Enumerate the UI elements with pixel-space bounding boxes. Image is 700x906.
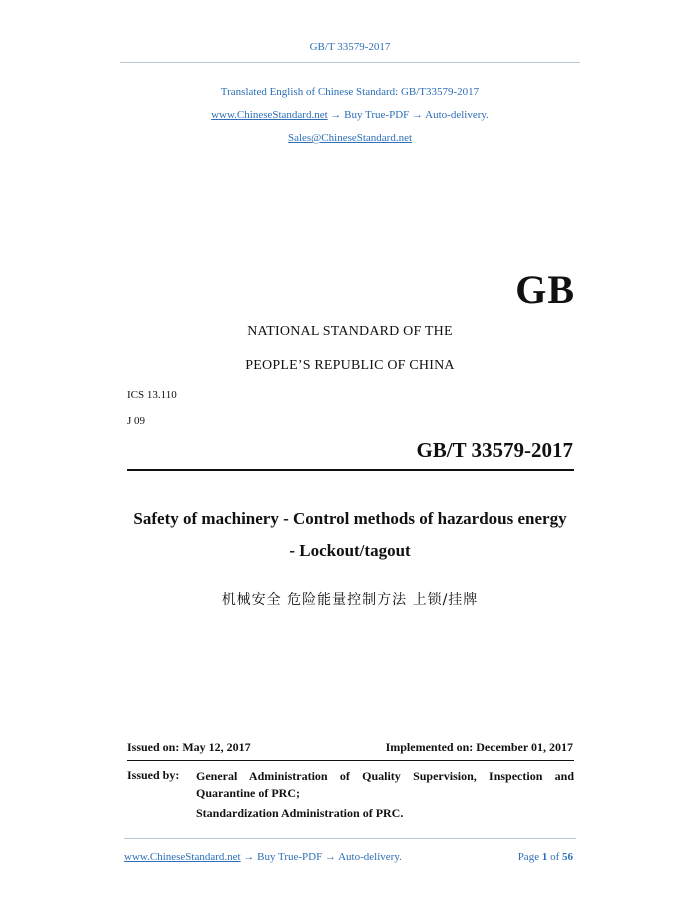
page-of: of bbox=[550, 851, 560, 863]
sales-email-link[interactable]: Sales@ChineseStandard.net bbox=[287, 132, 413, 144]
sales-email-line bbox=[0, 132, 700, 144]
translation-notice: Translated English of Chinese Standard: GB/T33579-2017 bbox=[220, 86, 480, 98]
footer-purchase-line bbox=[124, 851, 402, 863]
national-standard-line2: PEOPLE’S REPUBLIC OF CHINA bbox=[245, 358, 455, 373]
issued-by-label: Issued by: bbox=[127, 768, 180, 782]
footer-divider bbox=[124, 838, 576, 839]
ics-code: ICS 13.110 bbox=[127, 389, 177, 401]
classification-code: J 09 bbox=[127, 415, 146, 427]
page-number bbox=[518, 851, 573, 863]
page-current: 1 bbox=[541, 851, 548, 863]
document-title-chinese: 机械安全 危险能量控制方法 上锁/挂牌 bbox=[221, 592, 479, 608]
header-standard-code: GB/T 33579-2017 bbox=[309, 41, 391, 53]
site-link[interactable]: www.ChineseStandard.net bbox=[211, 109, 328, 121]
issuer-secondary: Standardization Administration of PRC. bbox=[196, 806, 404, 820]
page-total: 56 bbox=[562, 851, 573, 863]
issued-on-date: Issued on: May 12, 2017 bbox=[127, 740, 251, 754]
header-divider bbox=[120, 62, 580, 63]
implemented-on-date: Implemented on: December 01, 2017 bbox=[385, 740, 573, 754]
document-title-line1: Safety of machinery - Control methods of hazardous energy bbox=[133, 509, 567, 528]
standard-number: GB/T 33579-2017 bbox=[416, 438, 573, 462]
issuer-primary: General Administration of Quality Supervision, Inspection and Quarantine of PRC; bbox=[196, 769, 574, 800]
page-label: Page bbox=[517, 851, 540, 863]
issue-rule bbox=[127, 760, 574, 761]
gb-logo: GB bbox=[515, 267, 575, 312]
footer-buy-text: → Buy True-PDF → Auto-delivery. bbox=[243, 851, 402, 863]
footer-site-link[interactable]: www.ChineseStandard.net bbox=[124, 851, 241, 863]
purchase-line bbox=[0, 109, 700, 121]
standard-number-rule bbox=[127, 469, 574, 471]
national-standard-line1: NATIONAL STANDARD OF THE bbox=[247, 324, 453, 339]
document-title-line2: - Lockout/tagout bbox=[289, 541, 411, 560]
buy-text: → Buy True-PDF → Auto-delivery. bbox=[330, 109, 489, 121]
